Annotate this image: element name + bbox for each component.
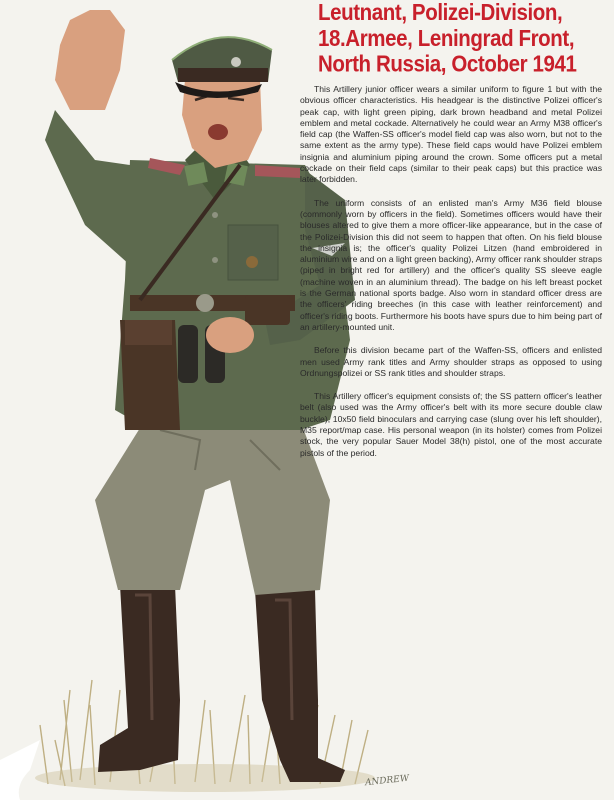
title-line-2: 18.Armee, Leningrad Front,	[318, 25, 575, 52]
title-line-3: North Russia, October 1941	[318, 51, 577, 78]
paragraph-uniform: The uniform consists of an enlisted man's Army M36 field blouse (commonly worn by officers in the field). Sometimes officers would have their blouses altered to give them a more officer-like appearance, but in the case of the Polizei-Division this did not seem to happen that often. On his field blouse the insignia is; the officer's quality Polizei Litzen (hand embroidered in aluminium wire and on a light green backing), Army officer rank shoulder straps (piped in bright red for artillery) and the officer's quality SS sleeve eagle (machine woven in an aluminium thread). The badge on his left breast pocket is the German national sports badge. Also worn in standard officer dress are the officers' riding breeches (in this case with leather reinforcement) and officer's riding boots. Furthermore his boots have spurs due to him being part of an artillery-mounted unit.	[300, 197, 602, 332]
paragraph-headgear: This Artillery junior officer wears a similar uniform to figure 1 but with the obvious officer characteristics. His headgear is the distinctive Polizei officer's peak cap, with light green piping, dark brown headband and metal Polizei emblem and metal cockade. Alternatively he could wear an Army M38 officer's field cap (the Waffen-SS officer's model field cap was also worn, but not to the same extent as the army type). These field caps would have Polizei emblem insignia and aluminium piping around the crown. Some officers put a metal cockade on their field caps (similar to their peak caps) but this practice was later forbidden.	[300, 84, 602, 185]
raised-hand	[55, 10, 125, 110]
artist-signature: ANDREW	[364, 773, 410, 789]
plate-title	[318, 0, 612, 77]
corner-decoration	[0, 740, 44, 800]
paragraph-equipment: This Artillery officer's equipment consists of; the SS pattern officer's leather belt (also used was the Army officer's belt with its more secure double claw buckle), 10x50 field binoculars and carrying case (slung over his left shoulder), M35 report/map case. His personal weapon (in its holster) comes from Polizei stock, the very popular Sauer Model 38(h) pistol, one of the most accurate pistols of the period.	[300, 391, 602, 458]
riding-breeches	[95, 420, 330, 595]
title-line-1: Leutnant, Polizei-Division,	[318, 0, 563, 26]
paragraph-rank-titles: Before this division became part of the Waffen-SS, officers and enlisted men used Army rank titles and Army shoulder straps as opposed to using Ordnungspolizei or SS rank titles and shoulder straps.	[300, 345, 602, 378]
riding-boots	[98, 585, 345, 782]
description-text	[300, 84, 602, 471]
